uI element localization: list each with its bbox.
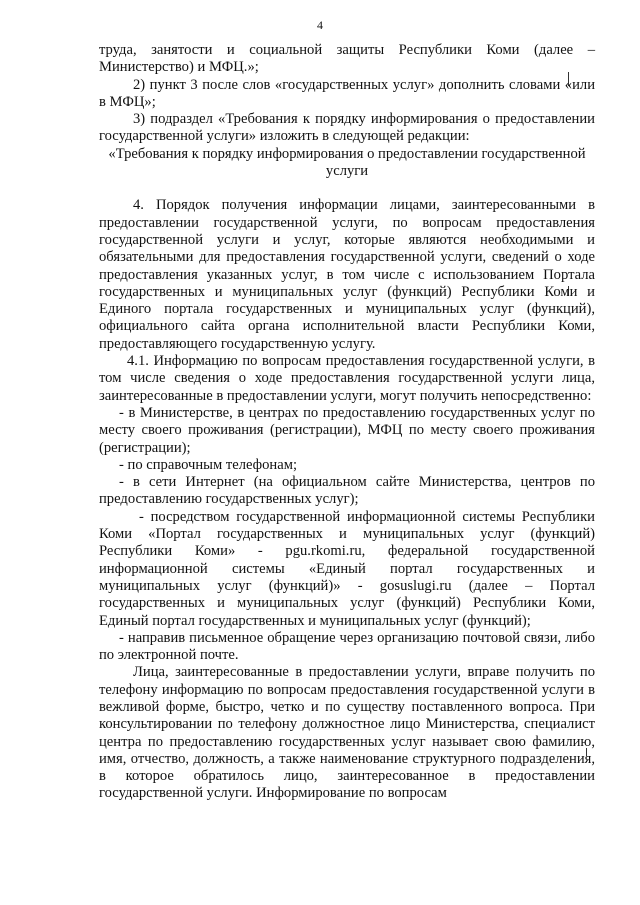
bullet-ministry: - в Министерстве, в центрах по предоставлению государственных услуг по месту своего проживания (регистрации), МФЦ по месту своего проживания (регистрации); [99, 404, 595, 456]
section-heading: «Требования к порядку информирования о предоставлении государственной услуги [108, 145, 586, 180]
paragraph-item-2: 2) пункт 3 после слов «государственных услуг» дополнить словами «или в МФЦ»; [99, 76, 595, 110]
bullet-mail: - направив письменное обращение через организацию почтовой связи, либо по электронной почте. [99, 629, 595, 664]
spacer [99, 180, 595, 197]
paragraph-phone-info: Лица, заинтересованные в предоставлении услуги, вправе получить по телефону информацию по вопросам предоставления государственной услуги в вежливой форме, быстро, четко и по существу поставленного вопроса. При консультировании по телефону должностное лицо Министерства, специалист центра по предоставлению государственных услуг называет свою фамилию, имя, отчество, должность, а также наименование структурного подразделения, в которое обратилось лицо, заинтересованное в предоставлении государственной услуги. Информирование по вопросам [99, 664, 595, 802]
bullet-internet: - в сети Интернет (на официальном сайте Министерства, центров по предоставлению государственных услуг); [99, 474, 595, 508]
bullet-phones: - по справочным телефонам; [119, 456, 297, 473]
document-body [99, 42, 595, 803]
paragraph-item-3: 3) подраздел «Требования к порядку информирования о предоставлении государственной услуги» изложить в следующей редакции: [99, 111, 595, 145]
page-number: 4 [317, 18, 323, 32]
bullet-portal: - посредством государственной информационной системы Республики Коми «Портал государственных и муниципальных услуг (функций) Республики Коми» - pgu.rkomi.ru, федеральной государственной информационной системы «Единый портал государственных и муниципальных услуг (функций)» - gosuslugi.ru (далее – Портал государственных и муниципальных услуг (функций) Республики Коми, Единый портал государственных и муниципальных услуг (функций); [99, 508, 595, 629]
paragraph-4-1: 4.1. Информацию по вопросам предоставления государственной услуги, в том числе сведения о ходе предоставления государственной услуги лица, заинтересованные в предоставлении услуги, могут получить непосредственно: [99, 353, 595, 404]
paragraph-4: 4. Порядок получения информации лицами, заинтересованными в предоставлении государственной услуги, по вопросам предоставления государственной услуги и услуг, которые являются необходимыми и обязательными для предоставления государственной услуги, сведений о ходе предоставления указанных услуг, в том числе с использованием Портала государственных и муниципальных услуг (функций) Республики Коми и Единого портала государственных и муниципальных услуг (функций), официального сайта органа исполнительной власти Республики Коми, предоставляющего государственную услугу. [99, 197, 595, 352]
paragraph-continuation: труда, занятости и социальной защиты Республики Коми (далее – Министерство) и МФЦ.»; [99, 42, 595, 76]
